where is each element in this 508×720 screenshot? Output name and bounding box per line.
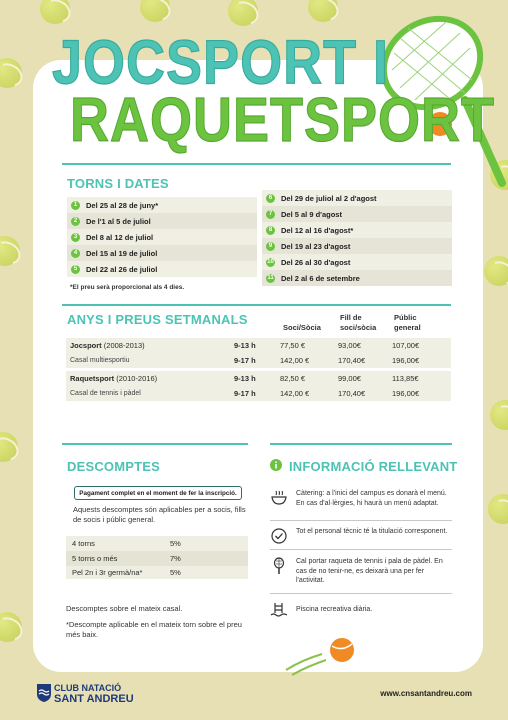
list-item: 2 De l'1 al 5 de juliol xyxy=(67,213,257,229)
descomptes-note1: Descomptes sobre el mateix casal. xyxy=(66,604,183,613)
table-row: Casal multiesportiu 9-17 h 142,00 € 170,40€ 196,00€ xyxy=(66,353,451,368)
list-item: 6 Del 29 de juliol al 2 d'agost xyxy=(262,190,452,206)
table-row: Pel 2n i 3r germà/na* 5% xyxy=(66,566,248,579)
page-title: JOCSPORT I RAQUETSPORT xyxy=(52,28,496,155)
table-row: 4 torns 5% xyxy=(66,536,248,551)
descomptes-note2: *Descompte aplicable en el mateix torn sobre el preu més baix. xyxy=(66,620,242,639)
table-row: Raquetsport (2010-2016) 9-13 h 82,50 € 99,00€ 113,85€ xyxy=(66,371,451,386)
info-item: Tot el personal tècnic té la titulació corresponent. xyxy=(270,527,452,545)
tennis-ball-icon xyxy=(484,256,508,286)
info-item: Piscina recreativa diària. xyxy=(270,601,452,619)
tennis-ball-icon xyxy=(40,0,70,24)
table-row: 5 torns o més 7% xyxy=(66,551,248,566)
table-row: Casal de tennis i pàdel 9-17 h 142,00 € 170,40€ 196,00€ xyxy=(66,386,451,401)
torns-left-list xyxy=(67,197,257,277)
payment-note: Pagament complet en el moment de fer la inscripció. xyxy=(74,486,242,500)
list-item: 4 Del 15 al 19 de juliol xyxy=(67,245,257,261)
list-item: 7 Del 5 al 9 d'agost xyxy=(262,206,452,222)
tennis-ball-icon xyxy=(140,0,170,22)
tennis-ball-icon xyxy=(0,236,20,266)
descomptes-heading: DESCOMPTES xyxy=(67,459,161,474)
torns-right-list xyxy=(262,190,452,286)
tennis-ball-icon xyxy=(0,612,22,642)
col-header: Públic general xyxy=(394,313,421,332)
tennis-ball-icon xyxy=(308,0,338,22)
tennis-ball-icon xyxy=(228,0,258,26)
pool-icon xyxy=(270,601,288,619)
list-item: 11 Del 2 al 6 de setembre xyxy=(262,270,452,286)
tennis-ball-icon xyxy=(488,494,508,524)
torns-note: *El preu serà proporcional als 4 dies. xyxy=(70,284,185,291)
bowl-icon xyxy=(270,489,288,507)
list-item: 9 Del 19 al 23 d'agost xyxy=(262,238,452,254)
tennis-ball-icon xyxy=(282,620,362,676)
col-header: Fill de soci/sòcia xyxy=(340,313,377,332)
club-logo xyxy=(36,683,52,703)
check-circle-icon xyxy=(270,527,288,545)
tennis-ball-icon xyxy=(0,432,18,462)
info-icon xyxy=(270,459,282,471)
list-item: 3 Del 8 al 12 de juliol xyxy=(67,229,257,245)
info-heading: INFORMACIÓ RELLEVANT xyxy=(289,459,458,474)
info-item: Cal portar raqueta de tennis i pala de pàdel. En cas de no tenir-ne, es deixarà una per fer l'activitat. xyxy=(270,557,452,586)
racket-icon xyxy=(270,557,288,575)
col-header: Soci/Sòcia xyxy=(283,323,321,332)
price-table xyxy=(66,338,451,401)
list-item: 1 Del 25 al 28 de juny* xyxy=(67,197,257,213)
list-item: 8 Del 12 al 16 d'agost* xyxy=(262,222,452,238)
tennis-ball-icon xyxy=(490,400,508,430)
tennis-ball-icon xyxy=(0,58,22,88)
preus-heading: ANYS I PREUS SETMANALS xyxy=(67,312,248,327)
info-item: Càtering: a l'inici del campus es donarà el menú. En cas d'al·lèrgies, hi haurà un menú adaptat. xyxy=(270,489,452,508)
table-row: Jocsport (2008-2013) 9-13 h 77,50 € 93,00€ 107,00€ xyxy=(66,338,451,353)
club-name: CLUB NATACIÓ SANT ANDREU xyxy=(54,683,134,705)
descomptes-intro: Aquests descomptes són aplicables per a socis, fills de socis i públic general. xyxy=(73,505,246,524)
torns-heading: TORNS I DATES xyxy=(67,176,169,191)
discount-table xyxy=(66,536,248,579)
list-item: 10 Del 26 al 30 d'agost xyxy=(262,254,452,270)
website-link[interactable]: www.cnsantandreu.com xyxy=(380,689,472,698)
list-item: 5 Del 22 al 26 de juliol xyxy=(67,261,257,277)
